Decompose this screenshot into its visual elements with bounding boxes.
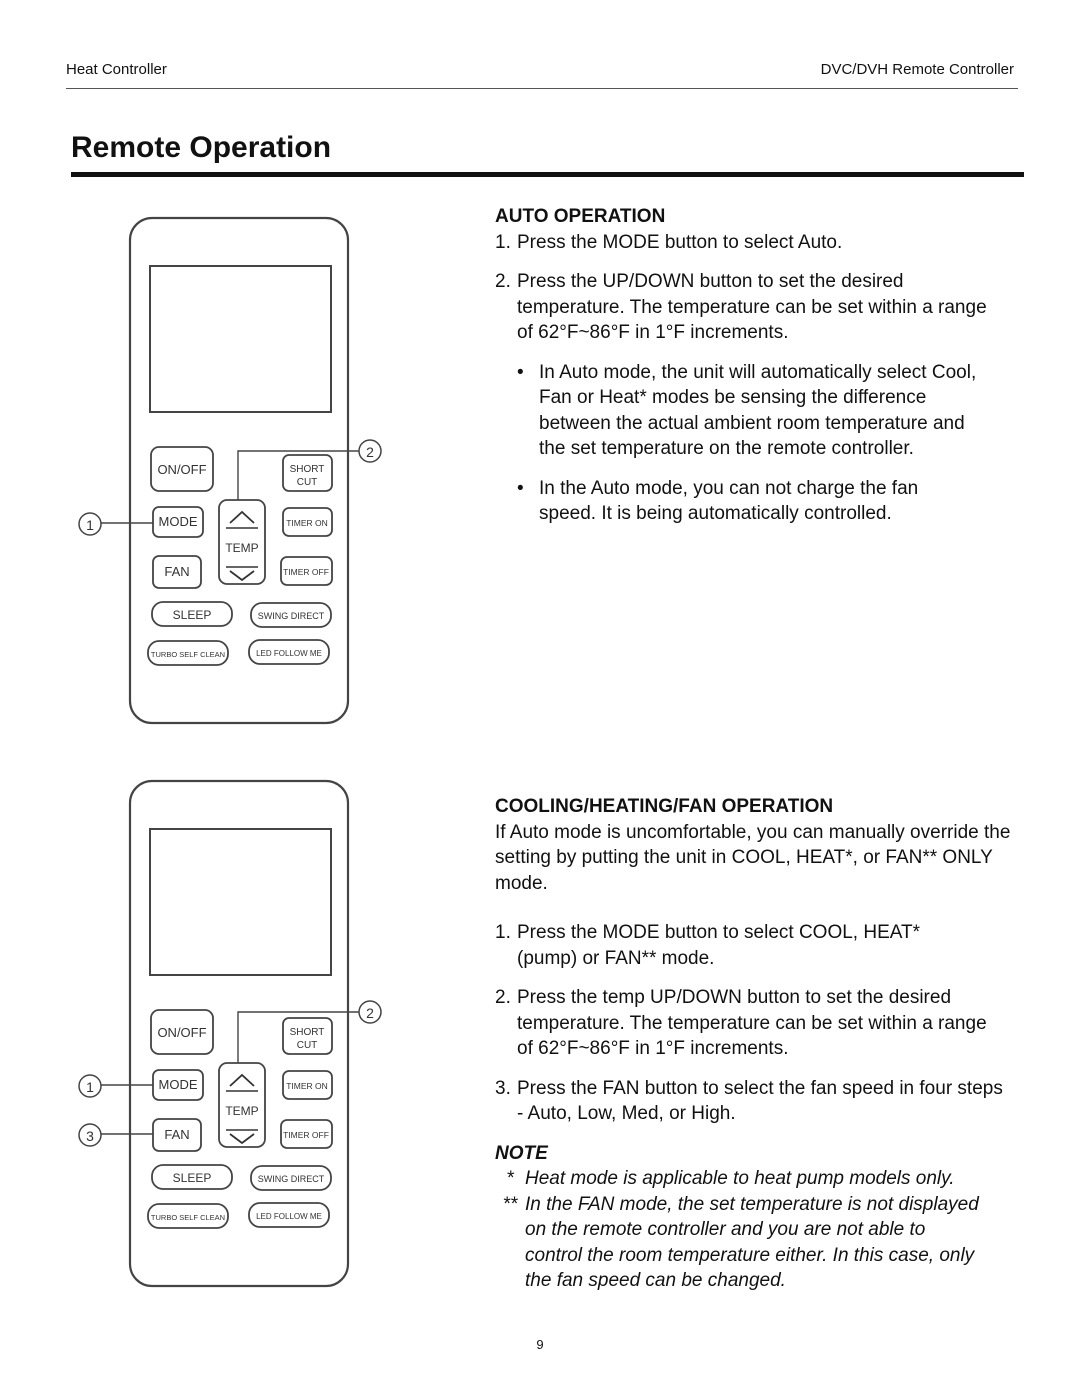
turbo-self-clean-label: TURBO SELF CLEAN: [150, 1213, 226, 1222]
short-label: SHORT: [289, 464, 325, 475]
callout-1-label: 1: [86, 1079, 94, 1095]
callout-1-label: 1: [86, 517, 94, 533]
step-text: Press the temp UP/DOWN button to set the desired temperature. The temperature can be set within a range of 62°F~86°F in 1°F increments.: [517, 987, 987, 1059]
page-title: Remote Operation: [71, 131, 332, 164]
step-number: 1.: [495, 231, 511, 253]
timer-on-label: TIMER ON: [286, 1081, 328, 1091]
auto-step-2: [495, 269, 1035, 346]
manual-operation-heading: COOLING/HEATING/FAN OPERATION: [495, 796, 834, 817]
note-item-2: [495, 1192, 1035, 1294]
manual-operation-intro: If Auto mode is uncomfortable, you can manually override the setting by putting the unit in COOL, HEAT*, or FAN** ONLY mode.: [495, 821, 1011, 894]
on-off-label: ON/OFF: [157, 462, 207, 477]
manual-step-2: [495, 985, 1035, 1062]
remote-display: [150, 266, 331, 412]
remote-drawing: [70, 210, 400, 730]
step-text: Press the MODE button to select COOL, HEAT* (pump) or FAN** mode.: [517, 922, 921, 969]
note-text: Heat mode is applicable to heat pump models only.: [525, 1168, 955, 1189]
timer-on-label: TIMER ON: [286, 518, 328, 528]
note-mark: *: [506, 1168, 514, 1189]
header-right: DVC/DVH Remote Controller: [820, 61, 1014, 78]
note-mark: **: [502, 1193, 518, 1215]
cut-label: CUT: [296, 1040, 318, 1051]
mode-label: MODE: [158, 1077, 198, 1092]
manual-step-3: [495, 1076, 1035, 1127]
swing-direct-label: SWING DIRECT: [257, 611, 325, 621]
step-text: Press the MODE button to select Auto.: [517, 231, 843, 253]
auto-operation-section: [495, 204, 1035, 527]
bullet-icon: •: [517, 361, 524, 383]
bullet-text: In the Auto mode, you can not charge the fan speed. It is being automatically controlled.: [539, 477, 919, 524]
manual-operation-section: [495, 794, 1035, 1294]
timer-off-label: TIMER OFF: [283, 567, 329, 577]
remote-illustration-auto: [70, 210, 400, 730]
step-text: Press the UP/DOWN button to set the desired temperature. The temperature can be set within a range of 62°F~86°F in 1°F increments.: [517, 271, 987, 343]
auto-operation-heading: AUTO OPERATION: [495, 206, 666, 227]
step-number: 2.: [495, 987, 511, 1008]
title-divider: [71, 172, 1024, 177]
auto-bullet-2: [517, 476, 1035, 527]
page-number: 9: [536, 1337, 544, 1352]
remote-illustration-manual: [70, 773, 400, 1293]
short-label: SHORT: [289, 1027, 325, 1038]
turbo-self-clean-label: TURBO SELF CLEAN: [150, 650, 226, 659]
led-follow-me-label: LED FOLLOW ME: [256, 649, 322, 658]
header-left: Heat Controller: [66, 61, 167, 78]
remote-display: [150, 829, 331, 975]
bullet-icon: •: [517, 477, 524, 499]
bullet-text: In Auto mode, the unit will automatically select Cool, Fan or Heat* modes be sensing the difference between the actual ambient room temperature and the set temperature on the remote controller.: [539, 361, 977, 459]
step-number: 3.: [495, 1077, 511, 1099]
header-divider: [66, 88, 1018, 89]
remote-drawing: [70, 773, 400, 1293]
fan-label: FAN: [164, 564, 190, 579]
note-heading: NOTE: [495, 1142, 548, 1164]
manual-step-1: [495, 920, 1035, 971]
auto-bullet-1: [517, 360, 1035, 462]
step-text: Press the FAN button to select the fan speed in four steps - Auto, Low, Med, or High.: [517, 1077, 1003, 1124]
timer-off-label: TIMER OFF: [283, 1130, 329, 1140]
callout-2-label: 2: [366, 1005, 374, 1021]
sleep-label: SLEEP: [172, 608, 212, 622]
temp-label: TEMP: [225, 1104, 259, 1118]
step-number: 1.: [495, 922, 511, 943]
temp-label: TEMP: [225, 541, 259, 555]
on-off-label: ON/OFF: [157, 1025, 207, 1040]
fan-label: FAN: [164, 1127, 190, 1142]
step-number: 2.: [495, 271, 511, 292]
auto-step-1: [495, 230, 1035, 256]
callout-3-label: 3: [86, 1128, 94, 1144]
note-text: In the FAN mode, the set temperature is not displayed on the remote controller and you are not able to control the room temperature either. In this case, only the fan speed can be changed.: [525, 1193, 979, 1291]
led-follow-me-label: LED FOLLOW ME: [256, 1212, 322, 1221]
mode-label: MODE: [158, 514, 198, 529]
note-item-1: [495, 1166, 1035, 1192]
swing-direct-label: SWING DIRECT: [257, 1174, 325, 1184]
sleep-label: SLEEP: [172, 1171, 212, 1185]
cut-label: CUT: [296, 477, 318, 488]
callout-2-label: 2: [366, 444, 374, 460]
